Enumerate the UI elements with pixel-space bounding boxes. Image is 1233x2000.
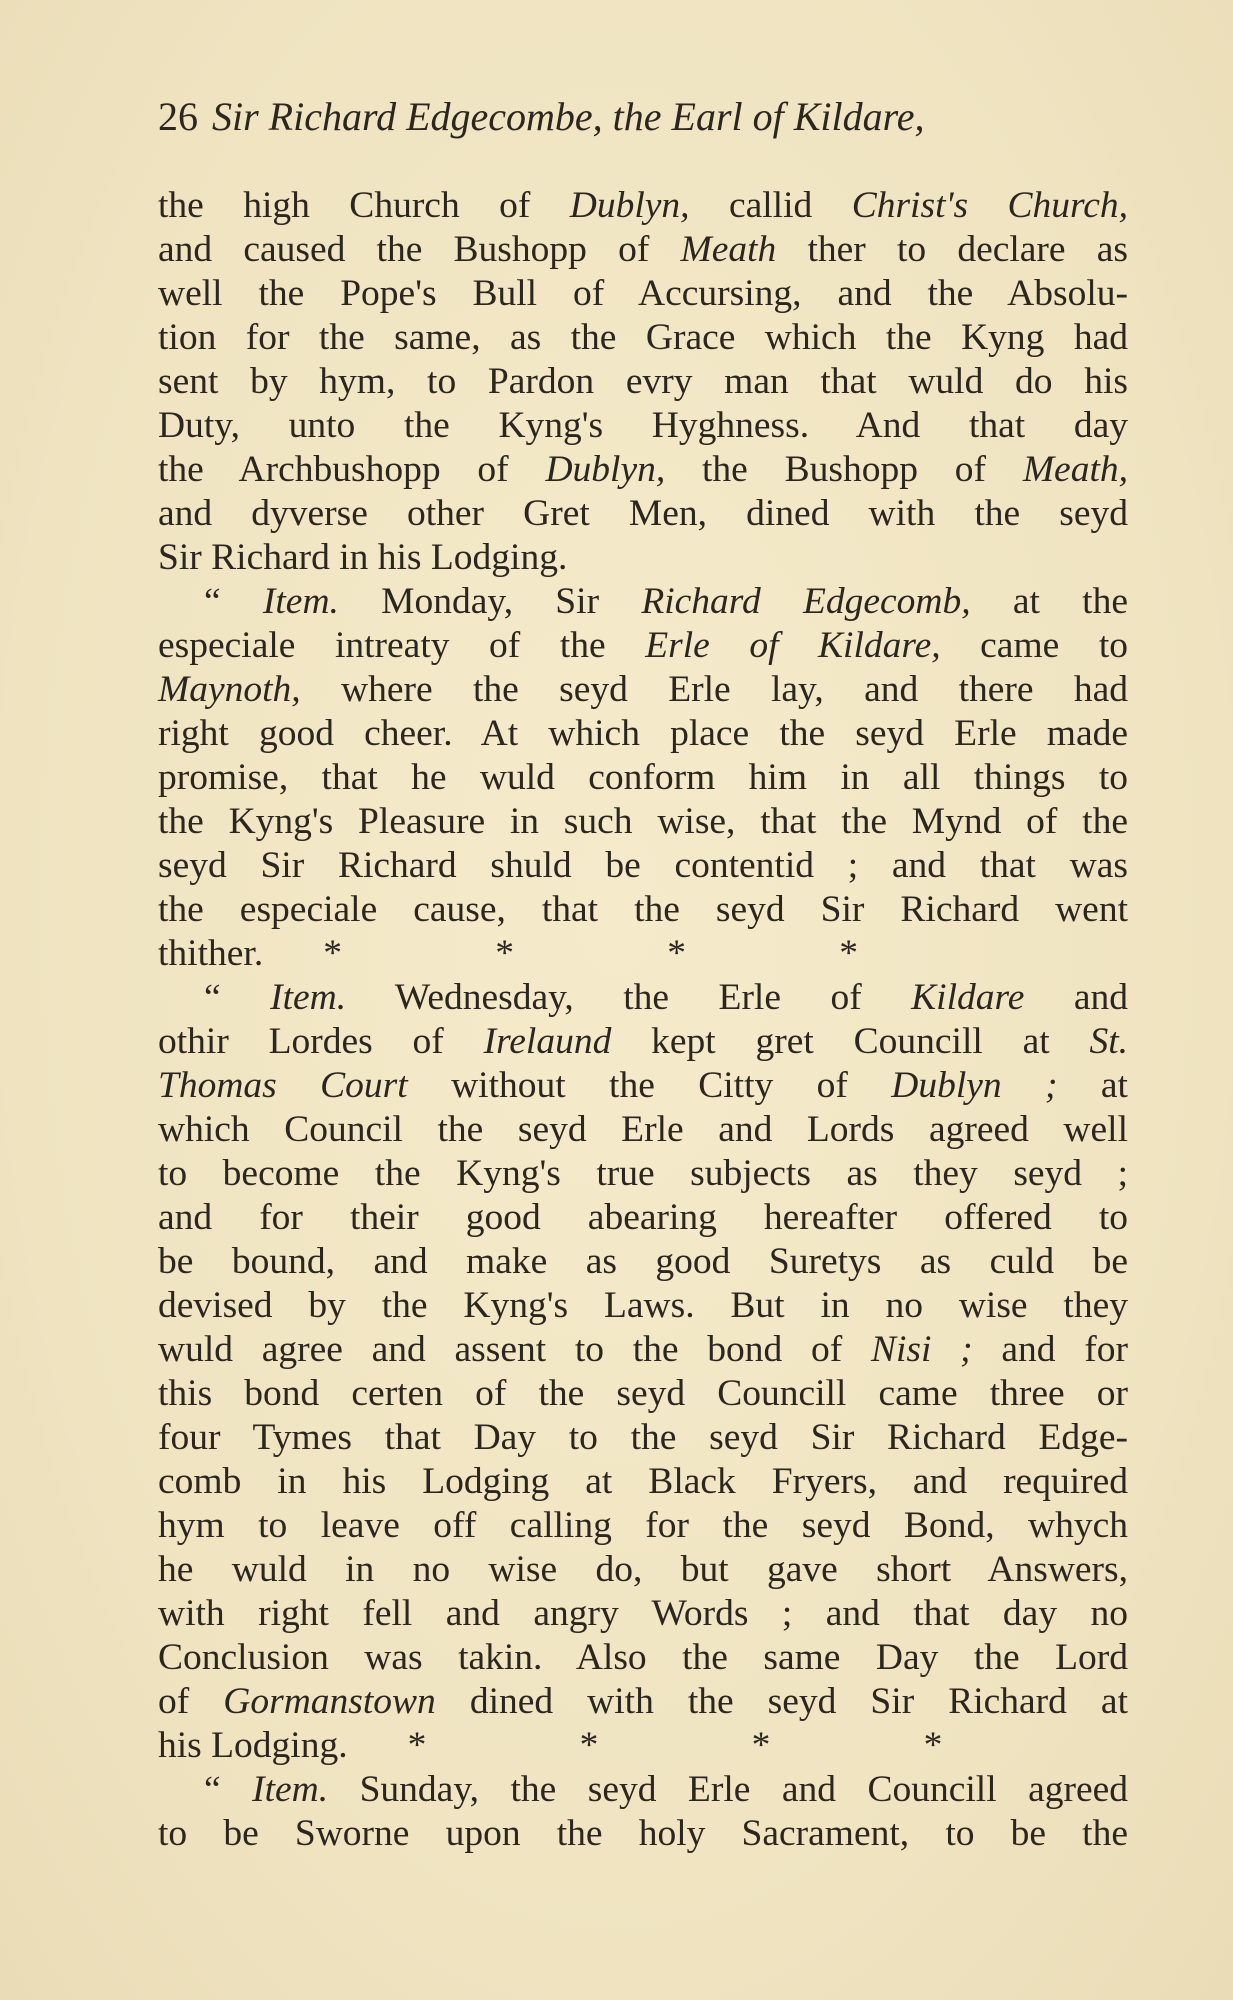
text-line bbox=[158, 756, 1128, 800]
italic-text: Thomas Court bbox=[158, 1065, 408, 1106]
text-segment: where the seyd Erle lay, and there had bbox=[300, 669, 1128, 710]
text-segment: kept gret Councill at bbox=[611, 1021, 1090, 1062]
text-segment: and bbox=[1024, 977, 1128, 1018]
text-segment: Wednesday, the Erle of bbox=[346, 977, 912, 1018]
italic-text: Maynoth, bbox=[158, 669, 301, 710]
text-line bbox=[158, 1064, 1128, 1108]
italic-text: Item. bbox=[262, 581, 339, 622]
asterisk: * bbox=[751, 1725, 771, 1766]
text-segment: wuld agree and assent to the bond of bbox=[158, 1329, 871, 1370]
body-text bbox=[158, 184, 1128, 1856]
text-segment: with right fell and angry Words ; and that day no bbox=[158, 1593, 1128, 1634]
text-segment: the especiale cause, that the seyd Sir Richard went bbox=[158, 889, 1128, 930]
asterism bbox=[408, 1724, 1096, 1768]
text-segment: Sir Richard in his Lodging. bbox=[158, 537, 568, 578]
text-segment: came to bbox=[940, 625, 1128, 666]
text-line bbox=[158, 580, 1128, 624]
text-segment: be bound, and make as good Suretys as culd be bbox=[158, 1241, 1128, 1282]
text-line bbox=[158, 1812, 1128, 1856]
text-line bbox=[158, 888, 1128, 932]
text-line bbox=[158, 1592, 1128, 1636]
text-line bbox=[158, 1328, 1128, 1372]
text-line bbox=[158, 1196, 1128, 1240]
asterism bbox=[323, 932, 1011, 976]
italic-text: Nisi ; bbox=[871, 1329, 973, 1370]
running-title: Sir Richard Edgecombe, the Earl of Kildare, bbox=[212, 94, 925, 139]
text-line bbox=[158, 404, 1128, 448]
text-segment: especiale intreaty of the bbox=[158, 625, 646, 666]
italic-text: Richard Edgecomb, bbox=[641, 581, 971, 622]
text-segment: promise, that he wuld conform him in all things to bbox=[158, 757, 1128, 798]
text-segment: “ bbox=[204, 1769, 253, 1810]
text-segment: this bond certen of the seyd Councill came three or bbox=[158, 1373, 1128, 1414]
text-line bbox=[158, 800, 1128, 844]
text-line bbox=[158, 228, 1128, 272]
text-segment: the high Church of bbox=[158, 185, 570, 226]
italic-text: Item. bbox=[252, 1769, 329, 1810]
text-segment: ther to declare as bbox=[776, 229, 1128, 270]
text-line bbox=[158, 1768, 1128, 1812]
text-segment: and for bbox=[972, 1329, 1128, 1370]
italic-text: Erle of Kildare, bbox=[645, 625, 941, 666]
text-line bbox=[158, 536, 1128, 580]
italic-text: Dublyn, bbox=[569, 185, 690, 226]
text-segment: callid bbox=[689, 185, 852, 226]
text-line bbox=[158, 1020, 1128, 1064]
text-segment: hym to leave off calling for the seyd Bond, whych bbox=[158, 1505, 1128, 1546]
text-segment: Monday, Sir bbox=[338, 581, 642, 622]
text-line bbox=[158, 272, 1128, 316]
text-segment: to be Sworne upon the holy Sacrament, to be the bbox=[158, 1813, 1128, 1854]
text-segment: well the Pope's Bull of Accursing, and the Absolu- bbox=[158, 273, 1128, 314]
text-line bbox=[158, 844, 1128, 888]
text-line bbox=[158, 1284, 1128, 1328]
italic-text: Irelaund bbox=[483, 1021, 612, 1062]
text-line bbox=[158, 492, 1128, 536]
text-line bbox=[158, 1680, 1128, 1724]
asterisk: * bbox=[579, 1725, 599, 1766]
italic-text: Item. bbox=[270, 977, 347, 1018]
text-segment: the Kyng's Pleasure in such wise, that the Mynd of the bbox=[158, 801, 1128, 842]
text-line bbox=[158, 1372, 1128, 1416]
text-segment: Sunday, the seyd Erle and Councill agreed bbox=[328, 1769, 1128, 1810]
text-segment: tion for the same, as the Grace which the Kyng had bbox=[158, 317, 1128, 358]
text-segment: Duty, unto the Kyng's Hyghness. And that day bbox=[158, 405, 1128, 446]
text-line bbox=[158, 1416, 1128, 1460]
italic-text: Gormanstown bbox=[223, 1681, 436, 1722]
text-line bbox=[158, 976, 1128, 1020]
page-number: 26 bbox=[158, 94, 198, 139]
text-segment: comb in his Lodging at Black Fryers, and required bbox=[158, 1461, 1128, 1502]
text-segment: four Tymes that Day to the seyd Sir Richard Edge- bbox=[158, 1417, 1128, 1458]
text-line bbox=[158, 448, 1128, 492]
text-segment: sent by hym, to Pardon evry man that wuld do his bbox=[158, 361, 1128, 402]
asterisk: * bbox=[667, 933, 686, 974]
text-segment: he wuld in no wise do, but gave short Answers, bbox=[158, 1549, 1128, 1590]
text-segment: and dyverse other Gret Men, dined with the seyd bbox=[158, 493, 1128, 534]
text-line bbox=[158, 668, 1128, 712]
text-line bbox=[158, 624, 1128, 668]
text-segment: his Lodging. bbox=[158, 1725, 348, 1766]
asterisk: * bbox=[839, 933, 858, 974]
text-line bbox=[158, 184, 1128, 228]
text-line bbox=[158, 1504, 1128, 1548]
text-segment: “ bbox=[204, 581, 263, 622]
italic-text: Dublyn ; bbox=[891, 1065, 1058, 1106]
text-line bbox=[158, 1240, 1128, 1284]
text-segment: right good cheer. At which place the seyd Erle made bbox=[158, 713, 1128, 754]
text-segment: of bbox=[158, 1681, 224, 1722]
text-line bbox=[158, 1108, 1128, 1152]
italic-text: Meath bbox=[680, 229, 777, 270]
text-segment: at bbox=[1057, 1065, 1128, 1106]
italic-text: Dublyn, bbox=[545, 449, 666, 490]
text-segment: “ bbox=[204, 977, 271, 1018]
text-line bbox=[158, 1460, 1128, 1504]
text-line bbox=[158, 316, 1128, 360]
text-segment: without the Citty of bbox=[407, 1065, 892, 1106]
text-segment: and for their good abearing hereafter offered to bbox=[158, 1197, 1128, 1238]
asterisk: * bbox=[407, 1725, 427, 1766]
text-segment: Conclusion was takin. Also the same Day the Lord bbox=[158, 1637, 1128, 1678]
text-segment: othir Lordes of bbox=[158, 1021, 484, 1062]
running-head bbox=[158, 92, 1118, 142]
text-segment: to become the Kyng's true subjects as they seyd ; bbox=[158, 1153, 1128, 1194]
text-line bbox=[158, 1636, 1128, 1680]
asterisk: * bbox=[923, 1725, 943, 1766]
text-segment: the Bushopp of bbox=[665, 449, 1023, 490]
text-line bbox=[158, 1548, 1128, 1592]
italic-text: Christ's Church, bbox=[851, 185, 1129, 226]
italic-text: Meath, bbox=[1022, 449, 1128, 490]
text-segment: thither. bbox=[158, 933, 264, 974]
text-line bbox=[158, 712, 1128, 756]
text-line bbox=[158, 360, 1128, 404]
text-segment: and caused the Bushopp of bbox=[158, 229, 681, 270]
text-segment: dined with the seyd Sir Richard at bbox=[435, 1681, 1128, 1722]
text-segment: which Council the seyd Erle and Lords agreed well bbox=[158, 1109, 1128, 1150]
text-segment: seyd Sir Richard shuld be contentid ; and that was bbox=[158, 845, 1128, 886]
asterisk: * bbox=[495, 933, 514, 974]
text-line bbox=[158, 932, 1128, 976]
italic-text: Kildare bbox=[911, 977, 1025, 1018]
text-segment: the Archbushopp of bbox=[158, 449, 546, 490]
text-segment: at the bbox=[970, 581, 1128, 622]
asterisk: * bbox=[323, 933, 342, 974]
italic-text: St. bbox=[1089, 1021, 1128, 1062]
text-line bbox=[158, 1724, 1128, 1768]
text-line bbox=[158, 1152, 1128, 1196]
text-segment: devised by the Kyng's Laws. But in no wise they bbox=[158, 1285, 1128, 1326]
